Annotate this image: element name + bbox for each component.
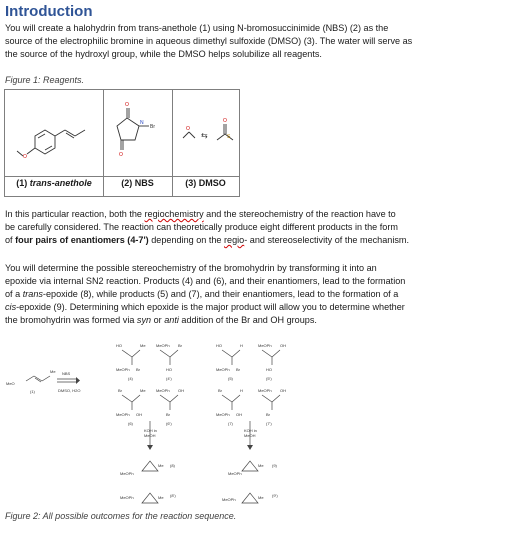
compound-label: (6) [128, 421, 133, 426]
text-line: epoxide via internal SN2 reaction. Products (4) and (6), and their enantiomers, lead to the formation [5, 276, 406, 286]
compound-label: (8) [170, 463, 175, 468]
compound-label: (8') [170, 493, 176, 498]
section-heading: Introduction [5, 3, 93, 20]
atom-label: MeOPh [228, 471, 242, 476]
atom-label: MeOPh [156, 343, 170, 348]
atom-label: MeOPh [258, 343, 272, 348]
atom-label: Me [50, 369, 56, 374]
conditions-label: DMSO, H2O [58, 388, 81, 393]
atom-label: MeOPh [120, 495, 134, 500]
atom-label: HO [116, 343, 122, 348]
water-structure [183, 132, 195, 138]
text-line: You will determine the possible stereochemistry of the bromohydrin by transforming it into an [5, 263, 377, 273]
atom-label: Br [118, 388, 122, 393]
trans-anethole-structure [17, 130, 85, 156]
atom-label: H [240, 343, 243, 348]
compound-label: (7) [228, 421, 233, 426]
text-line: source of the electrophilic bromine in aqueous dimethyl sulfoxide (DMSO) (3). The water will serve as [5, 36, 413, 46]
reagent-label: MeOH [144, 433, 156, 438]
atom-label: O [125, 102, 129, 108]
text-line: be carefully considered. The reaction can theoretically produce eight different products in the form [5, 222, 398, 232]
reagent-label: MeOH [244, 433, 256, 438]
atom-label: OH [280, 343, 286, 348]
atom-label: Me [140, 388, 146, 393]
atom-label: Me [158, 463, 164, 468]
figure2-caption: Figure 2: All possible outcomes for the reaction sequence. [5, 511, 237, 521]
atom-label: OH [280, 388, 286, 393]
atom-label: HO [216, 343, 222, 348]
atom-label: MeOPh [116, 367, 130, 372]
atom-label: OH [178, 388, 184, 393]
nbs-structure [117, 108, 149, 150]
atom-label: S [227, 134, 231, 140]
atom-label: OH [136, 412, 142, 417]
reagent-label: KOH in [244, 428, 257, 433]
text-line: of four pairs of enantiomers (4-7') depending on the regio- and stereoselectivity of the mechanism. [5, 235, 410, 245]
atom-label: H [240, 388, 243, 393]
atom-label: Br [266, 412, 270, 417]
atom-label: MeOPh [156, 388, 170, 393]
atom-label: MeOPh [116, 412, 130, 417]
atom-label: Br [178, 343, 182, 348]
compound-label: (9') [272, 493, 278, 498]
atom-label: O [186, 126, 190, 132]
figure1-caption: Figure 1: Reagents. [5, 75, 85, 85]
atom-label: Br [166, 412, 170, 417]
compound-label: (4) [128, 376, 133, 381]
reagent-structures [5, 90, 239, 176]
atom-label: MeOPh [222, 497, 236, 502]
atom-label: O [23, 154, 27, 160]
scheme-labels [6, 343, 286, 502]
row-divider [5, 176, 239, 177]
atom-label: Me [158, 495, 164, 500]
atom-label: Br [136, 367, 140, 372]
reagent-label-2: (2) NBS [121, 178, 154, 188]
text-line: of a trans-epoxide (8), while products (5) and (7), and their enantiomers, lead to the formation of a [5, 289, 399, 299]
atom-label: MeO [6, 381, 15, 386]
atom-label: Me [258, 463, 264, 468]
reagent-label: KOH in [144, 428, 157, 433]
atom-label: Br [150, 124, 155, 130]
compound-label: (5) [228, 376, 233, 381]
reagents-table [4, 89, 240, 197]
reagent-label: NBS [62, 371, 71, 376]
compound-label: (6') [166, 421, 172, 426]
compound-label: (9) [272, 463, 277, 468]
atom-label: HO [166, 367, 172, 372]
atom-label: MeOPh [216, 367, 230, 372]
text-line: the source of the hydroxyl group, while the DMSO helps solubilize all reagents. [5, 49, 322, 59]
atom-label: HO [266, 367, 272, 372]
atom-label: O [223, 118, 227, 124]
text-line: cis-epoxide (9). Determining which epoxide is the major product will allow you to determine whether [5, 302, 405, 312]
compound-label: (1) [30, 389, 35, 394]
dmso-structure [217, 124, 233, 140]
text-line: In this particular reaction, both the regiochemistry and the stereochemistry of the reaction have to [5, 209, 396, 219]
text-line: the bromohydrin was formed via syn or anti addition of the Br and OH groups. [5, 315, 317, 325]
reagent-label-1: (1) trans-anethole [16, 178, 92, 188]
reaction-scheme [0, 335, 527, 510]
atom-label: MeOPh [120, 471, 134, 476]
text-line: You will create a halohydrin from trans-anethole (1) using N-bromosuccinimide (NBS) (2) as the [5, 23, 389, 33]
compound-label: (5') [266, 376, 272, 381]
atom-label: MeOPh [216, 412, 230, 417]
atom-label: Br [218, 388, 222, 393]
atom-label: O [119, 152, 123, 158]
atom-label: OH [236, 412, 242, 417]
reagent-label-3: (3) DMSO [185, 178, 226, 188]
atom-label: Me [258, 495, 264, 500]
equilibrium-arrow: ⇆ [201, 131, 208, 140]
atom-label: Br [236, 367, 240, 372]
compound-label: (7') [266, 421, 272, 426]
compound-label: (4') [166, 376, 172, 381]
atom-label: N [140, 120, 144, 126]
atom-label: MeOPh [258, 388, 272, 393]
atom-label: Me [140, 343, 146, 348]
